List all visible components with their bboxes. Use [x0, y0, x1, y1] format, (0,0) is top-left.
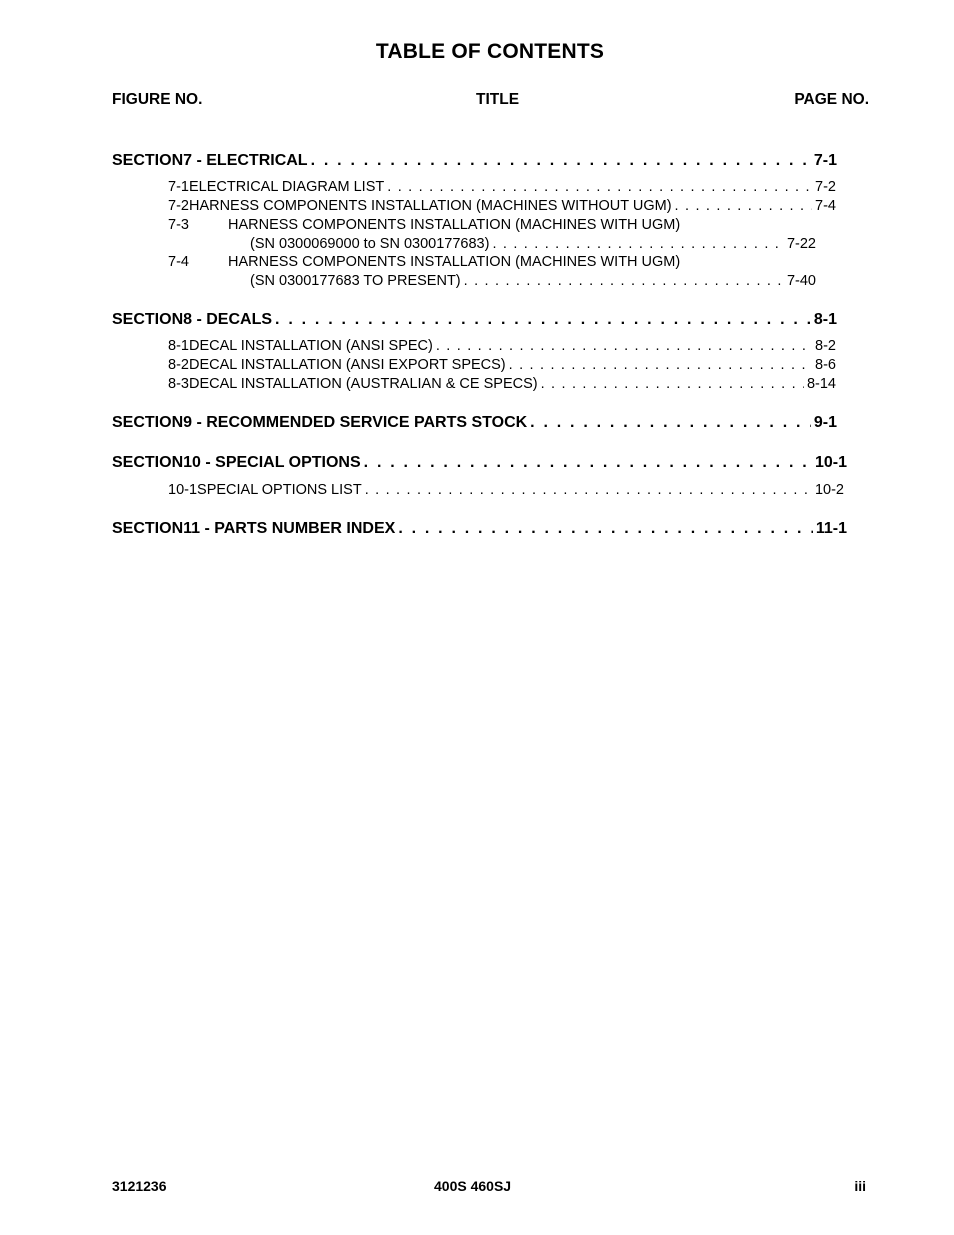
toc-section-10[interactable]: [112, 454, 847, 472]
section-title: 8 - DECALS: [183, 311, 273, 328]
item-title-continuation: (SN 0300069000 to SN 0300177683): [250, 236, 490, 252]
toc-item-8-3[interactable]: [168, 376, 836, 392]
item-page: 8-14: [806, 376, 836, 392]
toc-section-11[interactable]: [112, 520, 847, 538]
item-title: HARNESS COMPONENTS INSTALLATION (MACHINES WITHOUT UGM): [188, 198, 672, 214]
toc-item-7-2[interactable]: [168, 198, 836, 214]
toc-section-7[interactable]: [112, 152, 837, 170]
toc-item-7-4[interactable]: [168, 254, 836, 270]
figure-number: 8-3: [168, 376, 189, 392]
figure-number: 8-2: [168, 357, 189, 373]
item-page: 7-4: [815, 198, 836, 214]
footer-model: 400S 460SJ: [434, 1178, 512, 1194]
page-title: TABLE OF CONTENTS: [375, 40, 605, 63]
item-page: 7-2: [815, 179, 836, 195]
column-header-page: PAGE NO.: [794, 91, 869, 108]
leader-dots: [509, 357, 812, 373]
leader-dots: [398, 520, 813, 538]
item-title: HARNESS COMPONENTS INSTALLATION (MACHINES WITH UGM): [228, 254, 681, 270]
leader-dots: [311, 152, 811, 170]
column-header-title: TITLE: [476, 91, 520, 108]
section-page: 7-1: [813, 152, 837, 169]
item-title: HARNESS COMPONENTS INSTALLATION (MACHINES WITH UGM): [228, 217, 681, 233]
item-page: 7-40: [786, 273, 816, 289]
item-title: DECAL INSTALLATION (AUSTRALIAN & CE SPECS): [188, 376, 538, 392]
section-page: 10-1: [814, 454, 847, 471]
item-title-continuation: (SN 0300177683 TO PRESENT): [250, 273, 461, 289]
section-title: 9 - RECOMMENDED SERVICE PARTS STOCK: [183, 414, 528, 431]
section-word: SECTION: [112, 454, 184, 471]
section-title: 11 - PARTS NUMBER INDEX: [183, 520, 396, 537]
toc-item-7-1[interactable]: [168, 179, 836, 195]
toc-item-8-1[interactable]: [168, 338, 836, 354]
section-page: 9-1: [813, 414, 837, 431]
leader-dots: [364, 454, 812, 472]
footer-page-number: iii: [854, 1178, 866, 1194]
item-page: 8-2: [815, 338, 836, 354]
leader-dots: [675, 198, 813, 214]
leader-dots: [492, 236, 784, 252]
item-title: ELECTRICAL DIAGRAM LIST: [188, 179, 385, 195]
leader-dots: [436, 338, 812, 354]
section-page: 11-1: [815, 520, 847, 537]
section-word: SECTION: [112, 311, 184, 328]
section-title: 10 - SPECIAL OPTIONS: [183, 454, 361, 471]
leader-dots: [365, 482, 812, 498]
figure-number: 7-4: [168, 254, 189, 270]
toc-item-7-3[interactable]: [168, 217, 836, 233]
toc-item-10-1[interactable]: [168, 482, 844, 498]
toc-item-7-3-continuation[interactable]: [250, 236, 816, 252]
toc-item-7-4-continuation[interactable]: [250, 273, 816, 289]
leader-dots: [530, 414, 811, 432]
leader-dots: [541, 376, 804, 392]
item-page: 8-6: [815, 357, 836, 373]
column-header-figure: FIGURE NO.: [112, 91, 203, 108]
leader-dots: [387, 179, 812, 195]
section-word: SECTION: [112, 414, 184, 431]
figure-number: 10-1: [168, 482, 198, 498]
figure-number: 7-1: [168, 179, 189, 195]
figure-number: 7-3: [168, 217, 189, 233]
figure-number: 8-1: [168, 338, 189, 354]
leader-dots: [464, 273, 784, 289]
toc-section-8[interactable]: [112, 311, 837, 329]
section-title: 7 - ELECTRICAL: [183, 152, 308, 169]
item-title: SPECIAL OPTIONS LIST: [197, 482, 362, 498]
section-page: 8-1: [813, 311, 837, 328]
item-page: 10-2: [814, 482, 844, 498]
toc-section-9[interactable]: [112, 414, 837, 432]
figure-number: 7-2: [168, 198, 189, 214]
item-title: DECAL INSTALLATION (ANSI SPEC): [188, 338, 433, 354]
item-page: 7-22: [786, 236, 816, 252]
section-word: SECTION: [112, 520, 184, 537]
toc-item-8-2[interactable]: [168, 357, 836, 373]
section-word: SECTION: [112, 152, 184, 169]
footer-doc-number: 3121236: [112, 1178, 167, 1194]
leader-dots: [275, 311, 811, 329]
item-title: DECAL INSTALLATION (ANSI EXPORT SPECS): [188, 357, 506, 373]
